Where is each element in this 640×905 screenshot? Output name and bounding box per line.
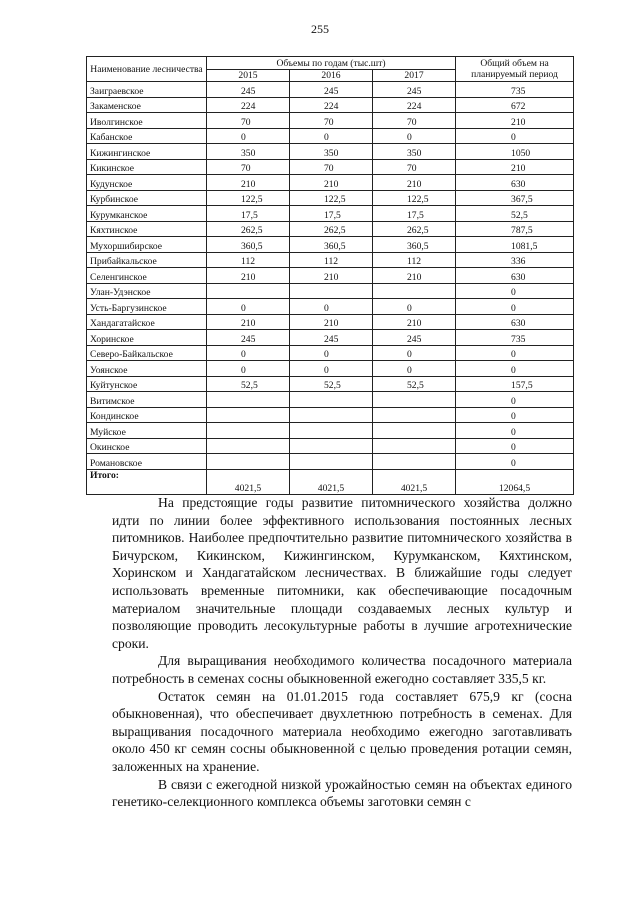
cell-2017 <box>373 423 456 439</box>
cell-2015: 0 <box>207 345 290 361</box>
cell-total: 735 <box>456 82 574 98</box>
table-row <box>87 438 574 454</box>
cell-2017: 0 <box>373 345 456 361</box>
cell-total: 157,5 <box>456 376 574 392</box>
cell-total: 1081,5 <box>456 237 574 253</box>
table-row <box>87 190 574 206</box>
cell-2015: 17,5 <box>207 206 290 222</box>
table-row <box>87 128 574 144</box>
cell-2017: 70 <box>373 159 456 175</box>
cell-2017: 122,5 <box>373 190 456 206</box>
cell-2017: 112 <box>373 252 456 268</box>
table-row <box>87 82 574 98</box>
cell-2017 <box>373 407 456 423</box>
cell-total: 0 <box>456 454 574 470</box>
cell-total: 735 <box>456 330 574 346</box>
cell-2017: 52,5 <box>373 376 456 392</box>
body-text <box>112 494 572 811</box>
cell-2016 <box>290 423 373 439</box>
cell-2017: 210 <box>373 314 456 330</box>
cell-total: 210 <box>456 159 574 175</box>
cell-2016: 70 <box>290 113 373 129</box>
cell-forestry-name: Кяхтинское <box>87 221 207 237</box>
cell-2015: 224 <box>207 97 290 113</box>
cell-2016: 70 <box>290 159 373 175</box>
cell-forestry-name: Селенгинское <box>87 268 207 284</box>
total-overall: 12064,5 <box>456 469 574 494</box>
cell-forestry-name: Витимское <box>87 392 207 408</box>
table-row <box>87 345 574 361</box>
cell-forestry-name: Кабанское <box>87 128 207 144</box>
cell-total: 0 <box>456 407 574 423</box>
cell-forestry-name: Кондинское <box>87 407 207 423</box>
cell-forestry-name: Окинское <box>87 438 207 454</box>
cell-2016: 350 <box>290 144 373 160</box>
cell-total: 630 <box>456 268 574 284</box>
header-year-2015: 2015 <box>207 70 290 82</box>
cell-2015: 70 <box>207 113 290 129</box>
cell-forestry-name: Иволгинское <box>87 113 207 129</box>
total-2016: 4021,5 <box>290 469 373 494</box>
cell-2016: 0 <box>290 299 373 315</box>
cell-2016: 245 <box>290 82 373 98</box>
cell-2017: 245 <box>373 82 456 98</box>
page-number: 255 <box>311 22 329 36</box>
cell-2017: 350 <box>373 144 456 160</box>
cell-2016: 122,5 <box>290 190 373 206</box>
table-row <box>87 97 574 113</box>
cell-2015 <box>207 423 290 439</box>
total-label: Итого: <box>87 469 207 494</box>
cell-2017: 262,5 <box>373 221 456 237</box>
cell-2015: 112 <box>207 252 290 268</box>
cell-2015 <box>207 392 290 408</box>
cell-2016: 0 <box>290 361 373 377</box>
forestry-seedlings-table <box>86 56 574 495</box>
cell-total: 0 <box>456 283 574 299</box>
table-row <box>87 407 574 423</box>
table-row <box>87 299 574 315</box>
cell-2016: 360,5 <box>290 237 373 253</box>
cell-2017: 0 <box>373 361 456 377</box>
cell-2016: 262,5 <box>290 221 373 237</box>
cell-2017 <box>373 392 456 408</box>
cell-2015: 262,5 <box>207 221 290 237</box>
cell-2017: 70 <box>373 113 456 129</box>
table-row <box>87 454 574 470</box>
cell-2015: 210 <box>207 175 290 191</box>
cell-forestry-name: Курумканское <box>87 206 207 222</box>
cell-2016: 0 <box>290 345 373 361</box>
cell-total: 787,5 <box>456 221 574 237</box>
table-row <box>87 159 574 175</box>
cell-2015: 0 <box>207 128 290 144</box>
cell-2017 <box>373 454 456 470</box>
cell-2017 <box>373 438 456 454</box>
cell-forestry-name: Уоянское <box>87 361 207 377</box>
cell-total: 1050 <box>456 144 574 160</box>
cell-2016 <box>290 438 373 454</box>
table-row <box>87 175 574 191</box>
table-row <box>87 144 574 160</box>
cell-2016: 112 <box>290 252 373 268</box>
cell-total: 0 <box>456 423 574 439</box>
total-2017: 4021,5 <box>373 469 456 494</box>
table-body <box>87 82 574 470</box>
cell-2016: 210 <box>290 175 373 191</box>
cell-2016 <box>290 407 373 423</box>
cell-2015 <box>207 283 290 299</box>
paragraph: Остаток семян на 01.01.2015 года составляет 675,9 кг (сосна обыкновенная), что обеспечивает двухлетнюю потребность в семенах. Для выращивания посадочного материала необходимо ежегодно заготавливать около 450 кг семян сосны обыкновенной с целью проведения ротации семян, заложенных на хранение. <box>112 688 572 774</box>
cell-forestry-name: Заиграевское <box>87 82 207 98</box>
cell-2016: 17,5 <box>290 206 373 222</box>
cell-2015: 122,5 <box>207 190 290 206</box>
cell-2015: 360,5 <box>207 237 290 253</box>
cell-total: 672 <box>456 97 574 113</box>
table-row <box>87 283 574 299</box>
cell-2015: 210 <box>207 268 290 284</box>
table-row <box>87 330 574 346</box>
cell-2017: 224 <box>373 97 456 113</box>
cell-forestry-name: Хоринское <box>87 330 207 346</box>
cell-2017: 210 <box>373 175 456 191</box>
total-2015: 4021,5 <box>207 469 290 494</box>
cell-forestry-name: Усть-Баргузинское <box>87 299 207 315</box>
cell-2016 <box>290 392 373 408</box>
cell-2015: 350 <box>207 144 290 160</box>
cell-2015: 0 <box>207 299 290 315</box>
table-total-row <box>87 469 574 494</box>
cell-2017: 0 <box>373 128 456 144</box>
cell-forestry-name: Кикинское <box>87 159 207 175</box>
cell-forestry-name: Улан-Удэнское <box>87 283 207 299</box>
cell-2015: 52,5 <box>207 376 290 392</box>
cell-2016: 52,5 <box>290 376 373 392</box>
cell-total: 52,5 <box>456 206 574 222</box>
table-row <box>87 392 574 408</box>
cell-2017: 0 <box>373 299 456 315</box>
cell-total: 0 <box>456 392 574 408</box>
cell-2016 <box>290 454 373 470</box>
cell-total: 336 <box>456 252 574 268</box>
cell-forestry-name: Куйтунское <box>87 376 207 392</box>
cell-forestry-name: Северо-Байкальское <box>87 345 207 361</box>
header-year-2017: 2017 <box>373 70 456 82</box>
table-row <box>87 206 574 222</box>
cell-2015: 0 <box>207 361 290 377</box>
cell-forestry-name: Мухоршибирское <box>87 237 207 253</box>
cell-2015: 245 <box>207 330 290 346</box>
cell-2015 <box>207 438 290 454</box>
cell-2016: 0 <box>290 128 373 144</box>
cell-2016 <box>290 283 373 299</box>
cell-total: 367,5 <box>456 190 574 206</box>
cell-2015: 210 <box>207 314 290 330</box>
cell-forestry-name: Курбинское <box>87 190 207 206</box>
paragraph: Для выращивания необходимого количества посадочного материала потребность в семенах сосны обыкновенной ежегодно составляет 335,5 кг. <box>112 653 572 686</box>
table-row <box>87 252 574 268</box>
header-total: Общий объем на планируемый период <box>456 57 574 82</box>
paragraph: На предстоящие годы развитие питомнического хозяйства должно идти по линии более эффективного использования постоянных лесных питомников. Наиболее предпочтительно развитие питомнического хозяйства в Бичурском, Кикинском, Кижингинском, Курумканском, Кяхтинском, Хоринском и Хандагатайском лесничествах. В ближайшие годы следует использовать временные питомники, как обеспечивающие посадочным материалом значительные площади создаваемых лесных культур и позволяющие проводить лесокультурные работы в лучшие агротехнические сроки. <box>112 495 572 651</box>
cell-forestry-name: Хандагатайское <box>87 314 207 330</box>
cell-total: 630 <box>456 175 574 191</box>
cell-2017: 210 <box>373 268 456 284</box>
cell-2017 <box>373 283 456 299</box>
cell-forestry-name: Прибайкальское <box>87 252 207 268</box>
table-row <box>87 361 574 377</box>
cell-total: 210 <box>456 113 574 129</box>
cell-2016: 210 <box>290 314 373 330</box>
table-row <box>87 268 574 284</box>
table-row <box>87 113 574 129</box>
cell-2016: 245 <box>290 330 373 346</box>
cell-total: 0 <box>456 361 574 377</box>
cell-2017: 245 <box>373 330 456 346</box>
cell-2017: 360,5 <box>373 237 456 253</box>
header-volumes-group: Объемы по годам (тыс.шт) <box>207 57 456 70</box>
cell-2016: 210 <box>290 268 373 284</box>
cell-forestry-name: Романовское <box>87 454 207 470</box>
table-row <box>87 221 574 237</box>
cell-2015: 245 <box>207 82 290 98</box>
header-name: Наименование лесничества <box>87 57 207 82</box>
cell-total: 0 <box>456 438 574 454</box>
cell-total: 0 <box>456 299 574 315</box>
cell-total: 630 <box>456 314 574 330</box>
cell-2015 <box>207 407 290 423</box>
table-row <box>87 314 574 330</box>
cell-2017: 17,5 <box>373 206 456 222</box>
cell-total: 0 <box>456 128 574 144</box>
table-row <box>87 376 574 392</box>
cell-forestry-name: Кудунское <box>87 175 207 191</box>
header-year-2016: 2016 <box>290 70 373 82</box>
cell-forestry-name: Муйское <box>87 423 207 439</box>
paragraph: В связи с ежегодной низкой урожайностью семян на объектах единого генетико-селекционного комплекса объемы заготовки семян с <box>112 776 572 810</box>
cell-forestry-name: Кижингинское <box>87 144 207 160</box>
table-row <box>87 237 574 253</box>
cell-2016: 224 <box>290 97 373 113</box>
table-row <box>87 423 574 439</box>
cell-total: 0 <box>456 345 574 361</box>
cell-2015: 70 <box>207 159 290 175</box>
cell-forestry-name: Закаменское <box>87 97 207 113</box>
cell-2015 <box>207 454 290 470</box>
